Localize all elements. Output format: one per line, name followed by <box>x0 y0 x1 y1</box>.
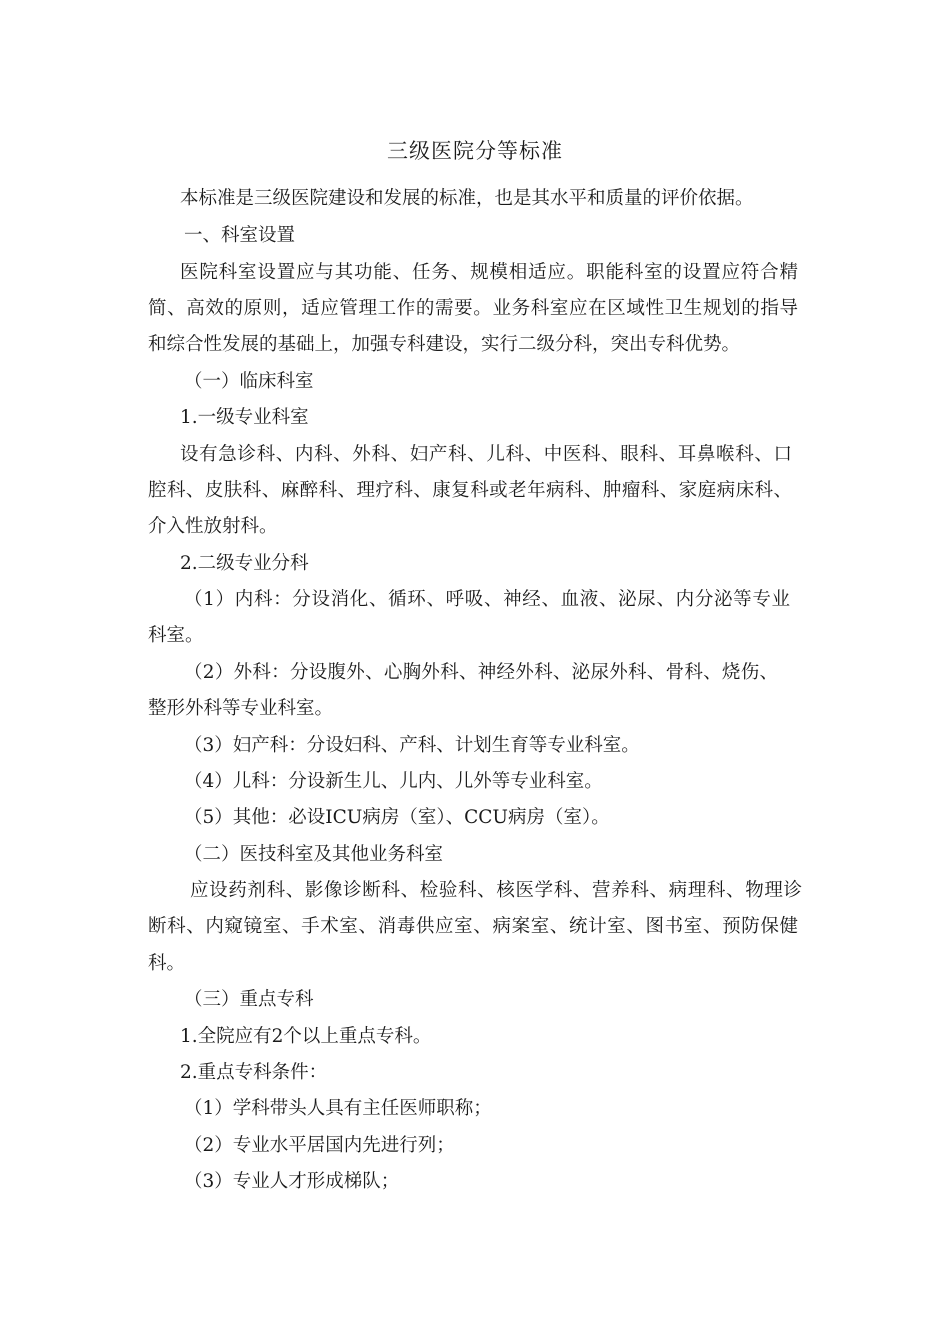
list-item: （1）内科：分设消化、循环、呼吸、神经、血液、泌尿、内分泌等专业 <box>184 589 790 610</box>
subsection-heading: 2.二级专业分科 <box>180 553 309 574</box>
paragraph-line: 科。 <box>148 953 186 974</box>
list-item: （2）外科：分设腹外、心胸外科、神经外科、泌尿外科、骨科、烧伤、 <box>184 662 778 683</box>
paragraph-line: 简、高效的原则，适应管理工作的需要。业务科室应在区域性卫生规划的指导 <box>148 298 798 319</box>
paragraph-line: 和综合性发展的基础上，加强专科建设，实行二级分科，突出专科优势。 <box>148 334 741 355</box>
list-item: 2.重点专科条件： <box>180 1062 328 1083</box>
list-item: （2）专业水平居国内先进行列； <box>184 1135 455 1156</box>
list-item: （5）其他：必设ICU病房（室）、CCU病房（室）。 <box>184 807 610 828</box>
subsection-heading: 1.一级专业科室 <box>180 407 309 428</box>
list-item: （1）学科带头人具有主任医师职称； <box>184 1098 492 1119</box>
paragraph-line: 腔科、皮肤科、麻醉科、理疗科、康复科或老年病科、肿瘤科、家庭病床科、 <box>148 480 792 501</box>
document-title: 三级医院分等标准 <box>387 139 563 163</box>
paragraph-line: 医院科室设置应与其功能、任务、规模相适应。职能科室的设置应符合精 <box>180 262 798 283</box>
list-item: （3）专业人才形成梯队； <box>184 1171 400 1192</box>
section-heading: 一、科室设置 <box>184 225 296 246</box>
paragraph-line: 断科、内窥镜室、手术室、消毒供应室、病案室、统计室、图书室、预防保健 <box>148 916 798 937</box>
list-item: 1.全院应有2个以上重点专科。 <box>180 1026 432 1047</box>
subsection-heading: （二）医技科室及其他业务科室 <box>184 844 444 865</box>
list-item-continuation: 科室。 <box>148 625 204 646</box>
paragraph-line: 本标准是三级医院建设和发展的标准，也是其水平和质量的评价依据。 <box>180 188 754 209</box>
paragraph-line: 应设药剂科、影像诊断科、检验科、核医学科、营养科、病理科、物理诊 <box>190 880 802 901</box>
paragraph-line: 介入性放射科。 <box>148 516 278 537</box>
subsection-heading: （三）重点专科 <box>184 989 314 1010</box>
subsection-heading: （一）临床科室 <box>184 371 314 392</box>
paragraph-line: 设有急诊科、内科、外科、妇产科、儿科、中医科、眼科、耳鼻喉科、口 <box>180 444 792 465</box>
list-item: （4）儿科：分设新生儿、儿内、儿外等专业科室。 <box>184 771 603 792</box>
list-item: （3）妇产科：分设妇科、产科、计划生育等专业科室。 <box>184 735 640 756</box>
list-item-continuation: 整形外科等专业科室。 <box>148 698 334 719</box>
